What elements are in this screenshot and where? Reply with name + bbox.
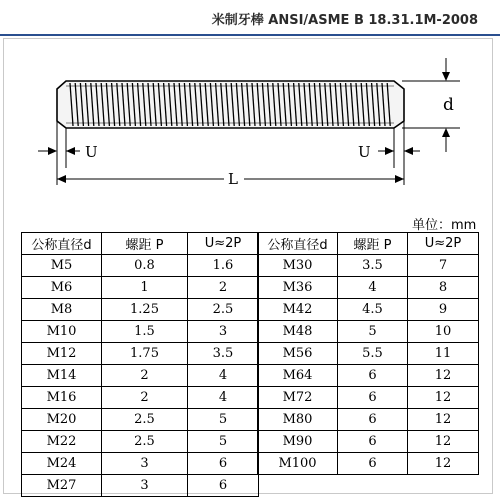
cell-nominal-diameter: M27: [22, 475, 102, 497]
table-row: [258, 277, 479, 299]
cell-pitch: 1: [102, 277, 188, 299]
threaded-rod: [57, 81, 404, 128]
table-row: [22, 321, 259, 343]
cell-pitch: 6: [338, 387, 408, 409]
cell-pitch: 5: [338, 321, 408, 343]
cell-nominal-diameter: M22: [22, 431, 102, 453]
cell-nominal-diameter: M10: [22, 321, 102, 343]
cell-pitch: 6: [338, 409, 408, 431]
cell-nominal-diameter: M72: [258, 387, 338, 409]
page-title: 米制牙棒 ANSI/ASME B 18.31.1M-2008: [211, 13, 478, 28]
cell-pitch: 2: [102, 387, 188, 409]
cell-pitch: 1.75: [102, 343, 188, 365]
cell-pitch: 0.8: [102, 255, 188, 277]
unit-label: 单位：mm: [412, 218, 477, 233]
cell-u: 4: [188, 387, 259, 409]
cell-nominal-diameter: M5: [22, 255, 102, 277]
u-right-label: U: [358, 143, 371, 161]
cell-nominal-diameter: M6: [22, 277, 102, 299]
u-left-dimension: [38, 143, 98, 161]
cell-pitch: 1.25: [102, 299, 188, 321]
cell-nominal-diameter: M16: [22, 387, 102, 409]
cell-u: 11: [408, 343, 479, 365]
length-dimension: [57, 170, 404, 188]
cell-nominal-diameter: M42: [258, 299, 338, 321]
cell-u: 4: [188, 365, 259, 387]
header-nominal-diameter: 公称直径d: [258, 233, 338, 255]
spec-table-left: [21, 232, 259, 497]
table-row: [258, 255, 479, 277]
cell-u: 5: [188, 431, 259, 453]
table-row: [22, 431, 259, 453]
table-header-row: [22, 233, 259, 255]
length-label: L: [228, 170, 238, 188]
table-row: [258, 409, 479, 431]
cell-pitch: 2: [102, 365, 188, 387]
cell-nominal-diameter: M90: [258, 431, 338, 453]
cell-u: 3.5: [188, 343, 259, 365]
cell-u: 12: [408, 431, 479, 453]
cell-u: 3: [188, 321, 259, 343]
table-row: [22, 343, 259, 365]
table-row: [258, 365, 479, 387]
spec-table-right: [257, 232, 479, 475]
cell-nominal-diameter: M36: [258, 277, 338, 299]
header-pitch: 螺距 P: [338, 233, 408, 255]
cell-nominal-diameter: M8: [22, 299, 102, 321]
header-u: U≈2P: [408, 233, 479, 255]
cell-u: 12: [408, 453, 479, 475]
cell-nominal-diameter: M48: [258, 321, 338, 343]
cell-pitch: 3: [102, 475, 188, 497]
cell-pitch: 4.5: [338, 299, 408, 321]
table-row: [22, 277, 259, 299]
u-right-dimension: [358, 143, 420, 161]
cell-u: 12: [408, 365, 479, 387]
cell-pitch: 1.5: [102, 321, 188, 343]
u-left-label: U: [85, 143, 98, 161]
cell-pitch: 2.5: [102, 431, 188, 453]
table-row: [258, 431, 479, 453]
cell-u: 12: [408, 387, 479, 409]
cell-u: 12: [408, 409, 479, 431]
cell-pitch: 5.5: [338, 343, 408, 365]
header-u: U≈2P: [188, 233, 259, 255]
cell-u: 2: [188, 277, 259, 299]
cell-u: 6: [188, 475, 259, 497]
cell-pitch: 4: [338, 277, 408, 299]
diameter-label: d: [443, 95, 454, 115]
cell-nominal-diameter: M12: [22, 343, 102, 365]
cell-pitch: 3.5: [338, 255, 408, 277]
cell-u: 1.6: [188, 255, 259, 277]
cell-nominal-diameter: M20: [22, 409, 102, 431]
cell-u: 7: [408, 255, 479, 277]
cell-u: 9: [408, 299, 479, 321]
table-row: [258, 343, 479, 365]
cell-u: 2.5: [188, 299, 259, 321]
cell-nominal-diameter: M30: [258, 255, 338, 277]
table-row: [258, 453, 479, 475]
cell-nominal-diameter: M80: [258, 409, 338, 431]
table-row: [22, 387, 259, 409]
cell-u: 6: [188, 453, 259, 475]
cell-pitch: 3: [102, 453, 188, 475]
threaded-rod-drawing: [0, 0, 500, 230]
header-nominal-diameter: 公称直径d: [22, 233, 102, 255]
table-row: [22, 299, 259, 321]
table-row: [22, 255, 259, 277]
diameter-dimension: [402, 58, 460, 152]
table-row: [258, 321, 479, 343]
cell-nominal-diameter: M64: [258, 365, 338, 387]
table-row: [22, 475, 259, 497]
cell-pitch: 6: [338, 365, 408, 387]
header-pitch: 螺距 P: [102, 233, 188, 255]
cell-nominal-diameter: M100: [258, 453, 338, 475]
table-header-row: [258, 233, 479, 255]
cell-pitch: 6: [338, 453, 408, 475]
cell-pitch: 6: [338, 431, 408, 453]
cell-nominal-diameter: M14: [22, 365, 102, 387]
cell-u: 5: [188, 409, 259, 431]
table-row: [258, 387, 479, 409]
table-row: [258, 299, 479, 321]
table-row: [22, 409, 259, 431]
table-row: [22, 453, 259, 475]
cell-nominal-diameter: M24: [22, 453, 102, 475]
cell-nominal-diameter: M56: [258, 343, 338, 365]
cell-u: 8: [408, 277, 479, 299]
cell-pitch: 2.5: [102, 409, 188, 431]
table-row: [22, 365, 259, 387]
cell-u: 10: [408, 321, 479, 343]
